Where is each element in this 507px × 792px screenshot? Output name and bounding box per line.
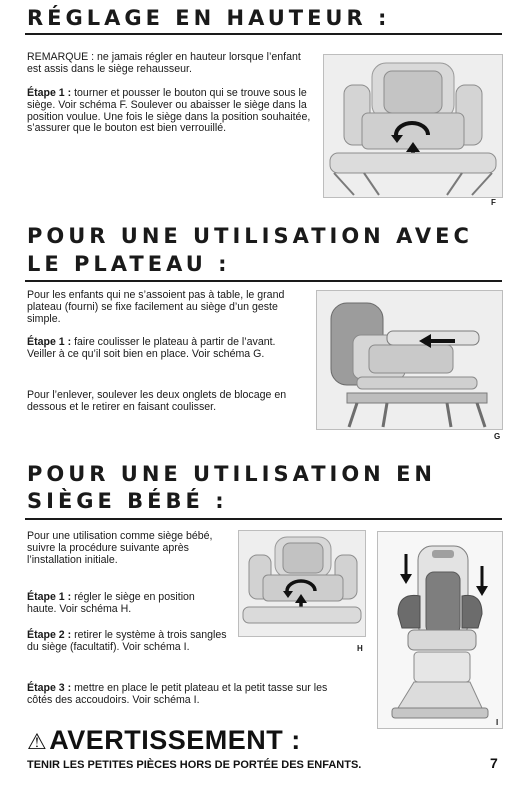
- section3-step3-text: mettre en place le petit plateau et la petit tasse sur les côtés des accoudoirs. Voir schéma I.: [27, 682, 328, 706]
- section1-step1-label: Étape 1 :: [27, 87, 72, 99]
- figure-g-label: G: [494, 432, 501, 441]
- warning-title: AVERTISSEMENT :: [49, 725, 301, 755]
- section3-step3: [27, 683, 347, 707]
- section2-step1: [27, 337, 307, 361]
- section1-step1-text: tourner et pousser le bouton qui se trouve sous le siège. Voir schéma F. Soulever ou abaisser le siège dans la position voulue. Une fois le siège dans la position souhaitée, s’assurer que le bouton est bien verrouillé.: [27, 87, 311, 135]
- section2-remove: Pour l’enlever, soulever les deux onglets de blocage en dessous et le retirer en faisant coulisser.: [27, 389, 287, 413]
- figure-i-illustration: [378, 532, 502, 728]
- section2-title-line2: LE PLATEAU :: [27, 252, 231, 276]
- figure-i-label: I: [496, 718, 499, 727]
- section1-title: RÉGLAGE EN HAUTEUR :: [27, 6, 391, 30]
- section2-intro: Pour les enfants qui ne s’assoient pas à table, le grand plateau (fourni) se fixe facilement au siège d’un geste simple.: [27, 289, 285, 325]
- section3-title-line2: SIÈGE BÉBÉ :: [27, 489, 228, 513]
- section3-step2-label: Étape 2 :: [27, 629, 72, 641]
- warning-triangle-icon: ⚠: [27, 730, 48, 755]
- warning-heading: [27, 725, 301, 756]
- section3-step3-label: Étape 3 :: [27, 682, 72, 694]
- section1-step1: [27, 88, 313, 135]
- section3-step2: [27, 630, 227, 654]
- section2-title-line1: POUR UNE UTILISATION AVEC: [27, 224, 473, 248]
- warning-text: TENIR LES PETITES PIÈCES HORS DE PORTÉE DES ENFANTS.: [27, 759, 362, 771]
- section2-step1-text: faire coulisser le plateau à partir de l’avant. Veiller à ce qu’il soit bien en place. Voir schéma G.: [27, 336, 276, 360]
- page-number: 7: [490, 755, 498, 771]
- figure-f-illustration: [324, 55, 502, 197]
- section3-step1-label: Étape 1 :: [27, 591, 72, 603]
- section3-intro: Pour une utilisation comme siège bébé, suivre la procédure suivante après l’installation initiale.: [27, 530, 213, 566]
- section1-rule: [25, 33, 502, 35]
- section1-note: REMARQUE : ne jamais régler en hauteur lorsque l’enfant est assis dans le siège rehausseur.: [27, 51, 301, 75]
- section2-step1-label: Étape 1 :: [27, 336, 72, 348]
- figure-f-label: F: [491, 198, 496, 207]
- figure-g: [316, 290, 503, 430]
- figure-h-label: H: [357, 644, 363, 653]
- section3-rule: [25, 518, 502, 520]
- figure-g-illustration: [317, 291, 502, 429]
- figure-h: [238, 530, 366, 637]
- section3-step1: [27, 592, 227, 616]
- figure-i: [377, 531, 503, 729]
- figure-h-illustration: [239, 531, 365, 636]
- figure-f: [323, 54, 503, 198]
- section3-title-line1: POUR UNE UTILISATION EN: [27, 462, 436, 486]
- section3-step2-text: retirer le système à trois sangles du siège (facultatif). Voir schéma I.: [27, 629, 227, 653]
- section3-step1-text: régler le siège en position haute. Voir schéma H.: [27, 591, 195, 615]
- section2-rule: [25, 280, 502, 282]
